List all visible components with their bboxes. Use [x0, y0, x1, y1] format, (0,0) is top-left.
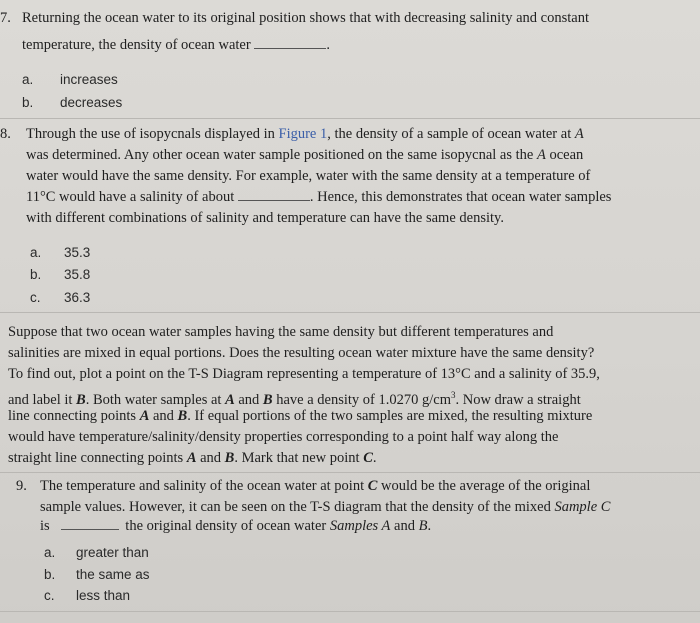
- q8-number: 8.: [0, 126, 11, 142]
- q7-option-b-label[interactable]: decreases: [60, 95, 123, 110]
- q8-option-a[interactable]: a.: [30, 245, 42, 260]
- q8-text-line2: was determined. Any other ocean water sample positioned on the same isopycnal as the A ocean: [26, 147, 584, 163]
- q7-text-line2: temperature, the density of ocean water .: [22, 37, 330, 53]
- q8-option-c[interactable]: c.: [30, 290, 41, 305]
- answer-blank: [238, 187, 310, 201]
- para-line6: would have temperature/salinity/density properties corresponding to a point half way along the: [8, 429, 559, 445]
- q9-option-c-label[interactable]: less than: [76, 588, 131, 603]
- figure-1-link[interactable]: Figure 1: [278, 126, 328, 142]
- q8-option-b[interactable]: b.: [30, 267, 42, 282]
- answer-blank: [61, 516, 119, 530]
- option-letter: b.: [22, 95, 34, 110]
- para-line2: salinities are mixed in equal portions. Does the resulting ocean water mixture have the same density?: [8, 345, 595, 361]
- q9-text-line1: The temperature and salinity of the ocean water at point C would be the average of the original: [40, 478, 591, 494]
- q8-option-c-label[interactable]: 36.3: [64, 290, 91, 305]
- q8-option-a-label[interactable]: 35.3: [64, 245, 91, 260]
- q8-text-line3: water would have the same density. For example, water with the same density at a temperature of: [26, 168, 591, 184]
- para-line1: Suppose that two ocean water samples having the same density but different temperatures and: [8, 324, 554, 340]
- q8-text-line5: with different combinations of salinity and temperature can have the same density.: [26, 210, 504, 226]
- answer-blank: [254, 35, 326, 49]
- q9-number: 9.: [16, 478, 27, 494]
- q7-option-a[interactable]: [22, 72, 33, 87]
- divider: [0, 611, 700, 612]
- divider: [0, 472, 700, 473]
- q9-option-b-label[interactable]: the same as: [76, 567, 150, 582]
- q9-option-a[interactable]: a.: [44, 545, 56, 560]
- divider: [0, 312, 700, 313]
- para-line7: straight line connecting points A and B. Mark that new point C.: [8, 450, 377, 466]
- q9-option-b[interactable]: b.: [44, 567, 56, 582]
- q8-text-line4: 11°C would have a salinity of about . Hence, this demonstrates that ocean water samples: [26, 189, 612, 205]
- q9-text-line3: is the original density of ocean water Samples A and B.: [40, 518, 432, 534]
- q7-text-line1: Returning the ocean water to its original position shows that with decreasing salinity and constant: [22, 10, 589, 26]
- q7-number: 7.: [0, 10, 11, 26]
- para-line5: line connecting points A and B. If equal portions of the two samples are mixed, the resulting mixture: [8, 408, 593, 424]
- para-line3: To find out, plot a point on the T-S Diagram representing a temperature of 13°C and a salinity of 35.9,: [8, 366, 600, 382]
- divider: [0, 118, 700, 119]
- q9-option-a-label[interactable]: greater than: [76, 545, 149, 560]
- option-letter: a.: [22, 72, 34, 87]
- q8-text-line1: Through the use of isopycnals displayed in Figure 1, the density of a sample of ocean water at A: [26, 126, 584, 142]
- q9-text-line2: sample values. However, it can be seen on the T-S diagram that the density of the mixed Sample C: [40, 499, 611, 515]
- q7-option-b[interactable]: [22, 95, 33, 110]
- q8-option-b-label[interactable]: 35.8: [64, 267, 91, 282]
- q9-option-c[interactable]: c.: [44, 588, 55, 603]
- para-line4: and label it B. Both water samples at A and B have a density of 1.0270 $g/cm^3$. Now draw a straight: [8, 390, 581, 408]
- q7-option-a-label[interactable]: increases: [60, 72, 118, 87]
